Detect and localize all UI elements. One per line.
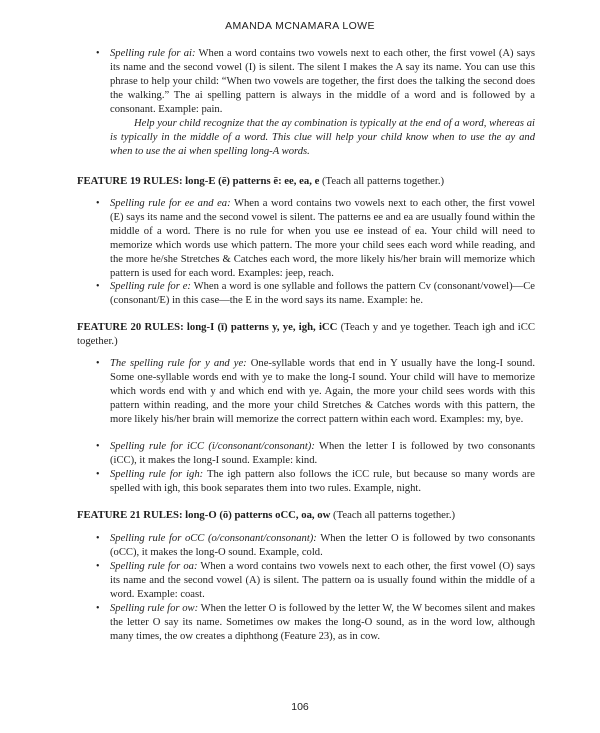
rule-text: One-syllable words that end in Y usually have the long-I sound. Some one-syllable words end with ye to make the long-I sound. Your child will have to memorize which words end with y and which end with ye. Again, the more your child sees words with this pattern within reading, and the more your child Stretches & Catches words with this pattern, the more likely his/her brain will memorize the correct pattern within each word. Examples: my, bye.	[110, 358, 536, 425]
bullet-ee-ea	[96, 197, 536, 281]
bullet-igh	[96, 468, 535, 496]
rule-label: Spelling rule for iCC (i/consonant/consonant):	[110, 441, 315, 452]
ai-ay-note: Help your child recognize that the ay combination is typically at the end of a word, whereas ai is typically in the middle of a word. This clue will help your child know when to use the ay and when to use the ai when spelling long-A words.	[110, 118, 535, 157]
rule-label: Spelling rule for igh:	[110, 469, 204, 480]
bullet-dot: •	[96, 533, 100, 544]
bullet-icc	[96, 440, 535, 468]
rule-text: The igh pattern also follows the iCC rule, but because so many words are spelled with igh, this book separates them into two rules. Example, night.	[110, 469, 535, 494]
feature-instruction: (Teach all patterns together.)	[333, 509, 456, 521]
rule-label: Spelling rule for oCC (o/consonant/consonant):	[110, 533, 317, 544]
bullet-dot: •	[96, 358, 100, 369]
bullet-dot: •	[96, 603, 100, 614]
list-item	[110, 602, 535, 644]
page-number: 106	[291, 701, 309, 713]
bullet-e	[96, 280, 535, 308]
rule-text: When a word contains two vowels next to each other, the first vowel (O) says its name and the second vowel (A) is silent. The pattern oa is usually found within the middle of a word. Example: coast.	[110, 561, 536, 600]
list-item	[110, 468, 535, 496]
rule-text: When the letter O is followed by two consonants (oCC), it makes the long-O sound. Example, cold.	[110, 533, 535, 558]
bullet-dot: •	[96, 441, 100, 452]
bullet-dot: •	[96, 469, 100, 480]
rule-text: When the letter I is followed by two consonants (iCC), it makes the long-I sound. Example: kind.	[110, 441, 535, 466]
rule-label: Spelling rule for e:	[110, 281, 191, 292]
bullet-dot: •	[96, 281, 100, 292]
bullet-dot: •	[96, 198, 100, 209]
feature-title: FEATURE 20 RULES: long-I (ī) patterns y, ye, igh, iCC	[77, 321, 338, 333]
feature-19-heading	[77, 174, 535, 188]
rule-text: When a word is one syllable and follows the pattern Cv (consonant/vowel)—Ce (consonant/E) in this case—the E in the word says its name. Example: he.	[110, 281, 535, 306]
rule-text: When a word contains two vowels next to each other, the first vowel (E) says its name and the second vowel is silent. The patterns ee and ea are usually found within the middle of a word. There is no rule for when you use ee instead of ea. Your child will need to memorize which words use which pattern. The more your child sees each word while reading, and the more he/she Stretches & Catches each word, the more likely his/her brain will memorize which pattern is used for each word. Examples: jeep, reach.	[110, 198, 536, 279]
ai-rule-paragraph	[110, 47, 535, 117]
rule-label: Spelling rule for oa:	[110, 561, 198, 572]
feature-title: FEATURE 19 RULES: long-E (ē) patterns ē: ee, ea, e	[77, 175, 320, 187]
rule-label: The spelling rule for y and ye:	[110, 358, 247, 369]
list-item	[110, 560, 535, 602]
list-item	[110, 280, 535, 308]
running-header: AMANDA MCNAMARA LOWE	[225, 20, 375, 32]
bullet-dot: •	[96, 561, 100, 572]
bullet-ai-rule	[96, 47, 535, 159]
rule-text: When the letter O is followed by the letter W, the W becomes silent and makes the letter O say its name. Sometimes ow makes the long-O sound, as in the word low, although many times, the ow creates a diphthong (Feature 23), as in cow.	[110, 603, 535, 642]
list-item	[110, 197, 535, 281]
bullet-ow	[96, 602, 535, 644]
feature-instruction: (Teach all patterns together.)	[322, 175, 445, 187]
rule-label: Spelling rule for ow:	[110, 603, 199, 614]
bullet-occ	[96, 532, 535, 560]
rule-text: When a word contains two vowels next to each other, the first vowel (A) says its name and the second vowel (I) is silent. The silent I makes the A say its name. You can use this phrase to help your child: “When two vowels are together, the first does the talking the second does the walking.” The ai spelling pattern is always in the middle of a word and is followed by a consonant. Example: pain.	[110, 48, 535, 115]
list-item	[110, 357, 535, 427]
rule-label: Spelling rule for ee and ea:	[110, 198, 231, 209]
list-item	[110, 440, 535, 468]
list-item	[110, 532, 535, 560]
rule-label: Spelling rule for ai:	[110, 48, 196, 59]
feature-title: FEATURE 21 RULES: long-O (ō) patterns oCC, oa, ow	[77, 509, 331, 521]
feature-20-heading	[77, 320, 535, 348]
feature-instruction: (Teach y and ye together. Teach igh and iCC together.)	[77, 321, 535, 347]
feature-21-heading	[77, 508, 535, 522]
bullet-oa	[96, 560, 536, 602]
bullet-y-ye	[96, 357, 536, 427]
bullet-dot: •	[96, 48, 100, 59]
